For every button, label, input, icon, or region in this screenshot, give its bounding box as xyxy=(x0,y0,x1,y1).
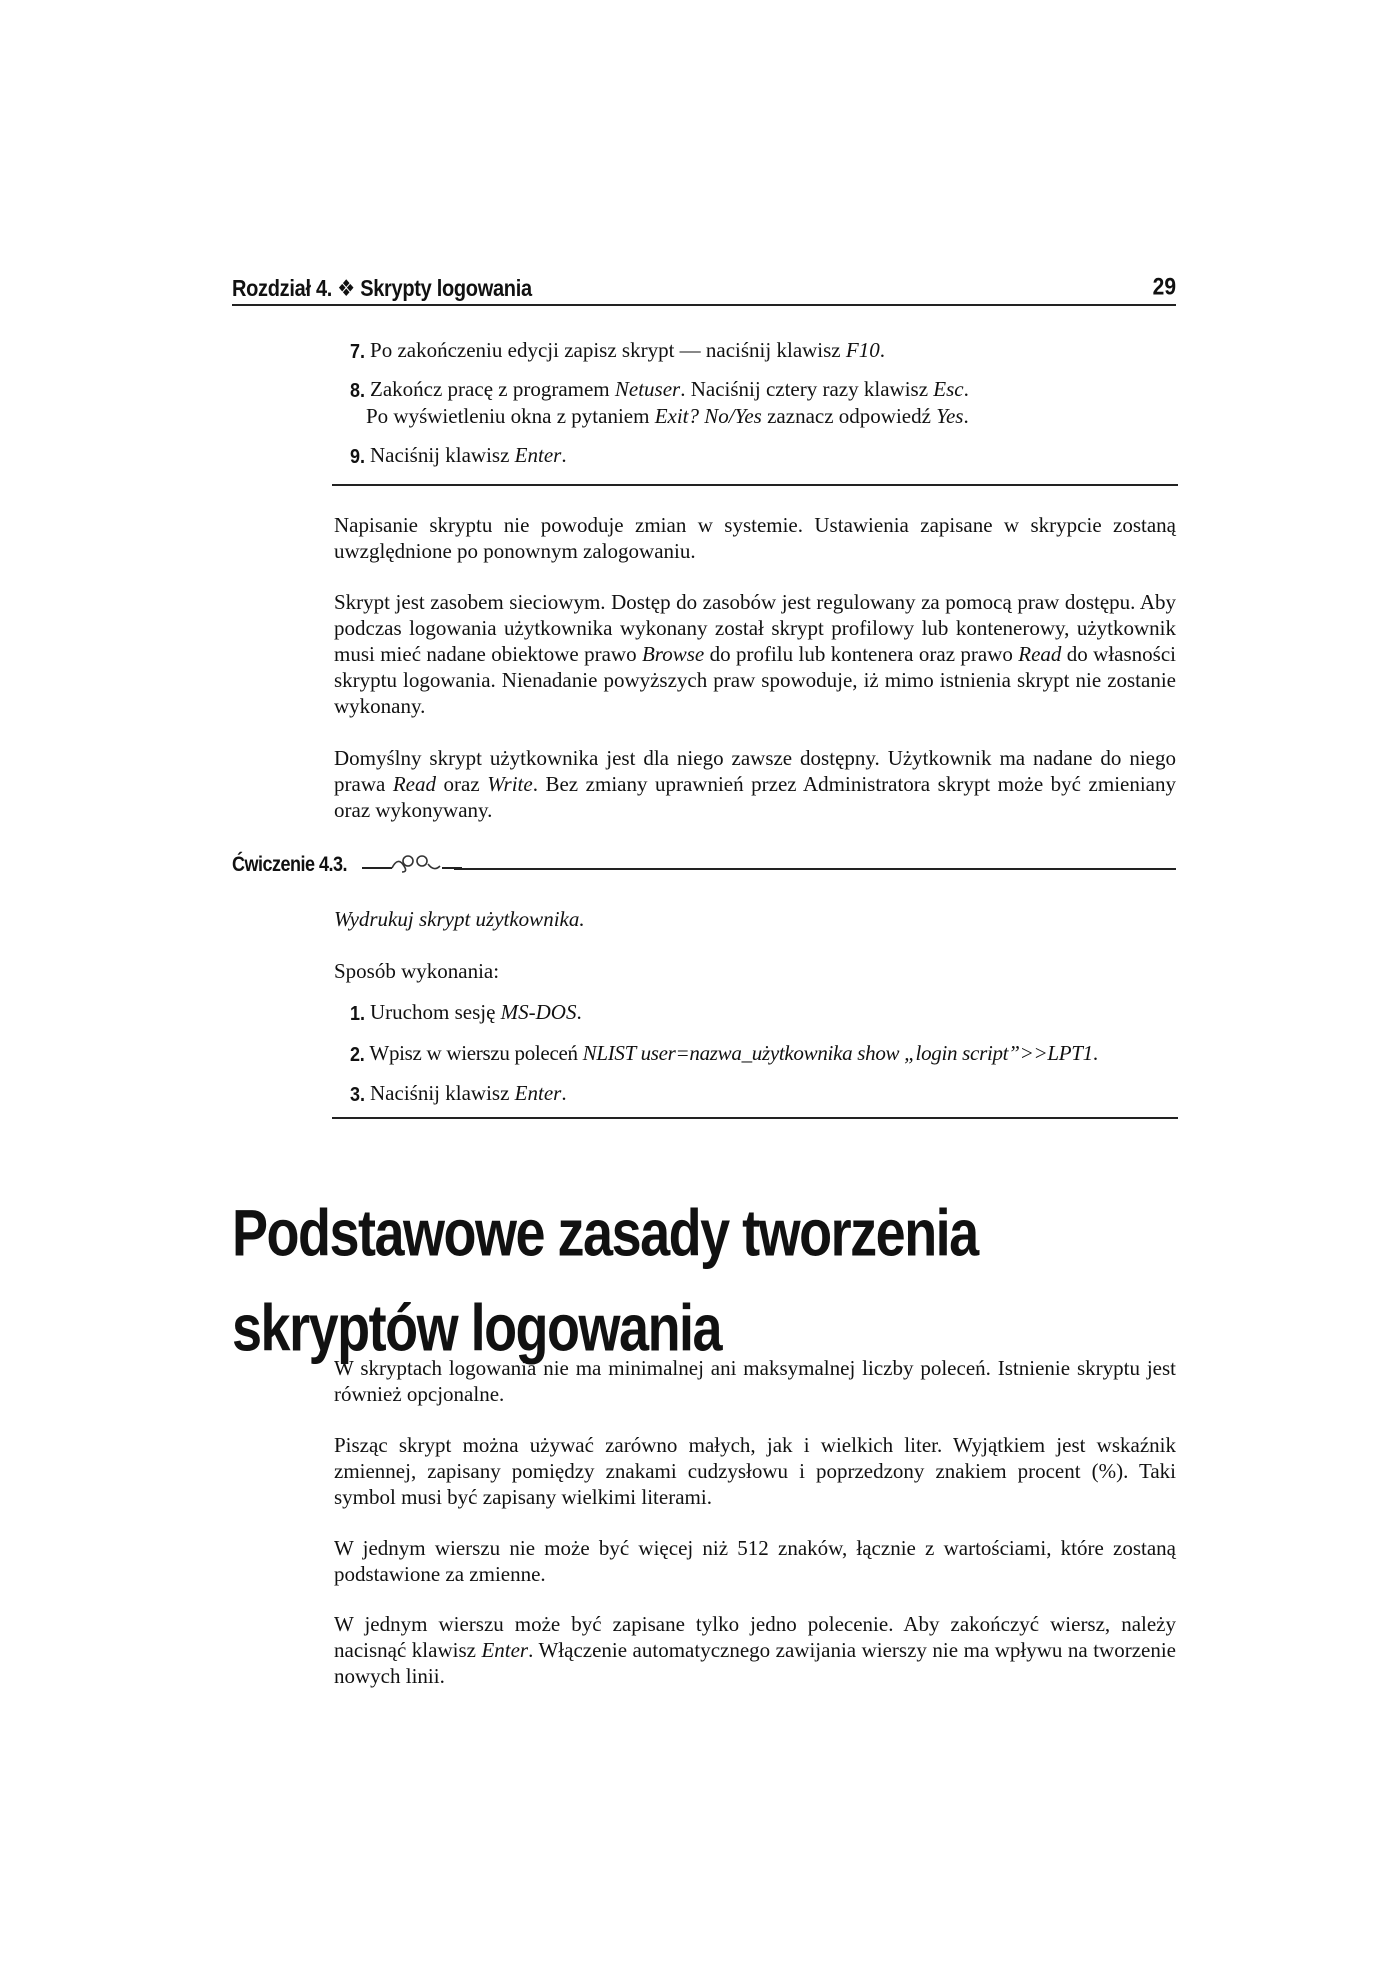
step-8: 8. Zakończ pracę z programem Netuser. Naciśnij cztery razy klawisz Esc. Po wyświetleniu okna z pytaniem Exit? No/Yes zaznacz odpowiedź Yes. xyxy=(350,377,969,428)
section-heading: Podstawowe zasady tworzenia skryptów logowania xyxy=(232,1196,978,1366)
exercise-divider xyxy=(454,868,1176,870)
step-9: 9. Naciśnij klawisz Enter. xyxy=(350,442,1176,469)
exercise-label: Ćwiczenie 4.3. xyxy=(232,852,348,876)
step-number: 1. xyxy=(350,1001,366,1025)
step-number: 9. xyxy=(350,444,366,468)
paragraph: Domyślny skrypt użytkownika jest dla niego zawsze dostępny. Użytkownik ma nadane do niego prawa Read oraz Write. Bez zmiany uprawnień przez Administratora skrypt może być zmieniany oraz wykonywany. xyxy=(334,746,1177,822)
divider xyxy=(332,1117,1178,1119)
exercise-step-1: 1. Uruchom sesję MS-DOS. xyxy=(350,999,1176,1026)
paragraph: Skrypt jest zasobem sieciowym. Dostęp do zasobów jest regulowany za pomocą praw dostępu. Aby podczas logowania użytkownika wykonany został skrypt profilowy lub kontenerowy, użytkownik musi mieć nadane obiektowe prawo Browse do profilu lub kontenera oraz prawo Read do własności skryptu logowania. Nienadanie powyższych praw spowoduje, iż mimo istnienia skrypt nie zostanie wykonany. xyxy=(334,590,1176,718)
paragraph: W jednym wierszu może być zapisane tylko jedno polecenie. Aby zakończyć wiersz, należy nacisnąć klawisz Enter. Włączenie automatycznego zawijania wierszy nie ma wpływu na tworzenie nowych linii. xyxy=(334,1612,1176,1688)
method-label: Sposób wykonania: xyxy=(334,959,500,983)
step-7: 7. Po zakończeniu edycji zapisz skrypt — naciśnij klawisz F10. xyxy=(350,337,1176,364)
paragraph: W skryptach logowania nie ma minimalnej ani maksymalnej liczby poleceń. Istnienie skryptu jest również opcjonalne. xyxy=(334,1356,1176,1406)
step-number: 8. xyxy=(350,378,366,402)
step-number: 3. xyxy=(350,1082,366,1106)
ornament-icon xyxy=(362,852,462,874)
chapter-title: Rozdział 4. ❖ Skrypty logowania xyxy=(232,276,532,302)
exercise-step-2: 2. Wpisz w wierszu poleceń NLIST user=nazwa_użytkownika show „login script”>>LPT1. xyxy=(350,1040,1176,1067)
page-number: 29 xyxy=(1152,274,1176,301)
paragraph: W jednym wierszu nie może być więcej niż 512 znaków, łącznie z wartościami, które zostaną podstawione za zmienne. xyxy=(334,1536,1176,1586)
divider xyxy=(332,484,1178,486)
exercise-task: Wydrukuj skrypt użytkownika. xyxy=(334,907,585,931)
step-number: 2. xyxy=(350,1042,365,1066)
page-header xyxy=(232,274,1176,306)
step-number: 7. xyxy=(350,339,366,363)
paragraph: Pisząc skrypt można używać zarówno małych, jak i wielkich liter. Wyjątkiem jest wskaźnik zmiennej, zapisany pomiędzy znakami cudzysłowu i poprzedzony znakiem procent (%). Taki symbol musi być zapisany wielkimi literami. xyxy=(334,1433,1176,1509)
paragraph: Napisanie skryptu nie powoduje zmian w systemie. Ustawienia zapisane w skrypcie zostaną uwzględnione po ponownym zalogowaniu. xyxy=(334,513,1176,563)
exercise-step-3: 3. Naciśnij klawisz Enter. xyxy=(350,1080,1176,1107)
